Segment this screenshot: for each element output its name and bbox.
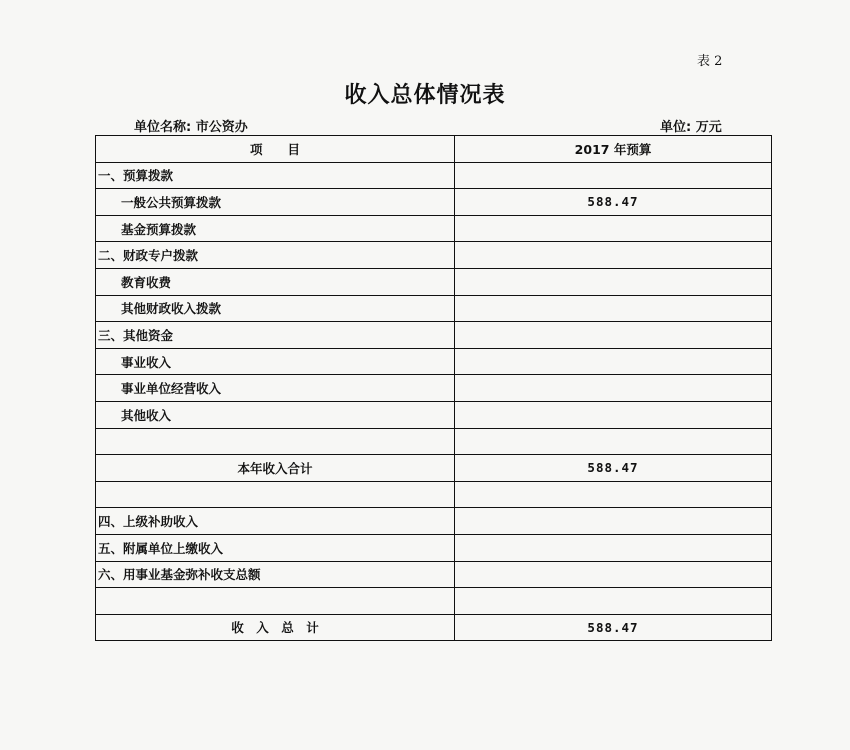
- row-budget-value: [455, 322, 772, 349]
- table-header-row: [96, 136, 772, 163]
- table-row: [96, 481, 772, 508]
- row-item-label: 二、财政专户拨款: [96, 242, 455, 269]
- row-item-label: 教育收费: [96, 268, 455, 295]
- row-item-label: 基金预算拨款: [96, 215, 455, 242]
- row-budget-value: 588.47: [455, 455, 772, 482]
- table-row: [96, 242, 772, 269]
- table-row: [96, 588, 772, 615]
- row-budget-value: [455, 268, 772, 295]
- column-header-item: 项 目: [96, 136, 455, 163]
- row-budget-value: [455, 534, 772, 561]
- row-budget-value: 588.47: [455, 614, 772, 641]
- table-row: [96, 162, 772, 189]
- row-budget-value: [455, 588, 772, 615]
- row-budget-value: [455, 508, 772, 535]
- row-item-label: [96, 481, 455, 508]
- row-item-label: 一、预算拨款: [96, 162, 455, 189]
- table-row: [96, 428, 772, 455]
- row-budget-value: [455, 561, 772, 588]
- table-number: 表 2: [697, 54, 723, 69]
- table-row: [96, 401, 772, 428]
- unit-name-label: 单位名称: 市公资办: [134, 120, 248, 135]
- row-item-label: [96, 428, 455, 455]
- row-budget-value: [455, 295, 772, 322]
- row-item-label: 五、附属单位上缴收入: [96, 534, 455, 561]
- table-row: [96, 614, 772, 641]
- row-budget-value: [455, 481, 772, 508]
- row-budget-value: 588.47: [455, 189, 772, 216]
- row-budget-value: [455, 375, 772, 402]
- row-item-label: 事业单位经营收入: [96, 375, 455, 402]
- row-item-label: 其他收入: [96, 401, 455, 428]
- row-budget-value: [455, 242, 772, 269]
- row-budget-value: [455, 348, 772, 375]
- row-budget-value: [455, 428, 772, 455]
- page-title: 收入总体情况表: [344, 82, 506, 108]
- row-item-label: 其他财政收入拨款: [96, 295, 455, 322]
- row-item-label: 六、用事业基金弥补收支总额: [96, 561, 455, 588]
- column-header-budget: 2017 年预算: [455, 136, 772, 163]
- row-item-label: [96, 588, 455, 615]
- row-budget-value: [455, 401, 772, 428]
- table-row: [96, 268, 772, 295]
- row-item-label: 一般公共预算拨款: [96, 189, 455, 216]
- table-row: [96, 322, 772, 349]
- row-item-label: 四、上级补助收入: [96, 508, 455, 535]
- row-item-label: 本年收入合计: [96, 455, 455, 482]
- table-row: [96, 534, 772, 561]
- table-row: [96, 295, 772, 322]
- table-row: [96, 455, 772, 482]
- unit-label: 单位: 万元: [660, 120, 722, 135]
- row-item-label: 三、其他资金: [96, 322, 455, 349]
- table-row: [96, 561, 772, 588]
- table-row: [96, 215, 772, 242]
- row-budget-value: [455, 215, 772, 242]
- table-row: [96, 348, 772, 375]
- revenue-table: [95, 135, 772, 641]
- row-budget-value: [455, 162, 772, 189]
- row-item-label: 事业收入: [96, 348, 455, 375]
- row-item-label: 收 入 总 计: [96, 614, 455, 641]
- table-row: [96, 375, 772, 402]
- table-row: [96, 508, 772, 535]
- table-row: [96, 189, 772, 216]
